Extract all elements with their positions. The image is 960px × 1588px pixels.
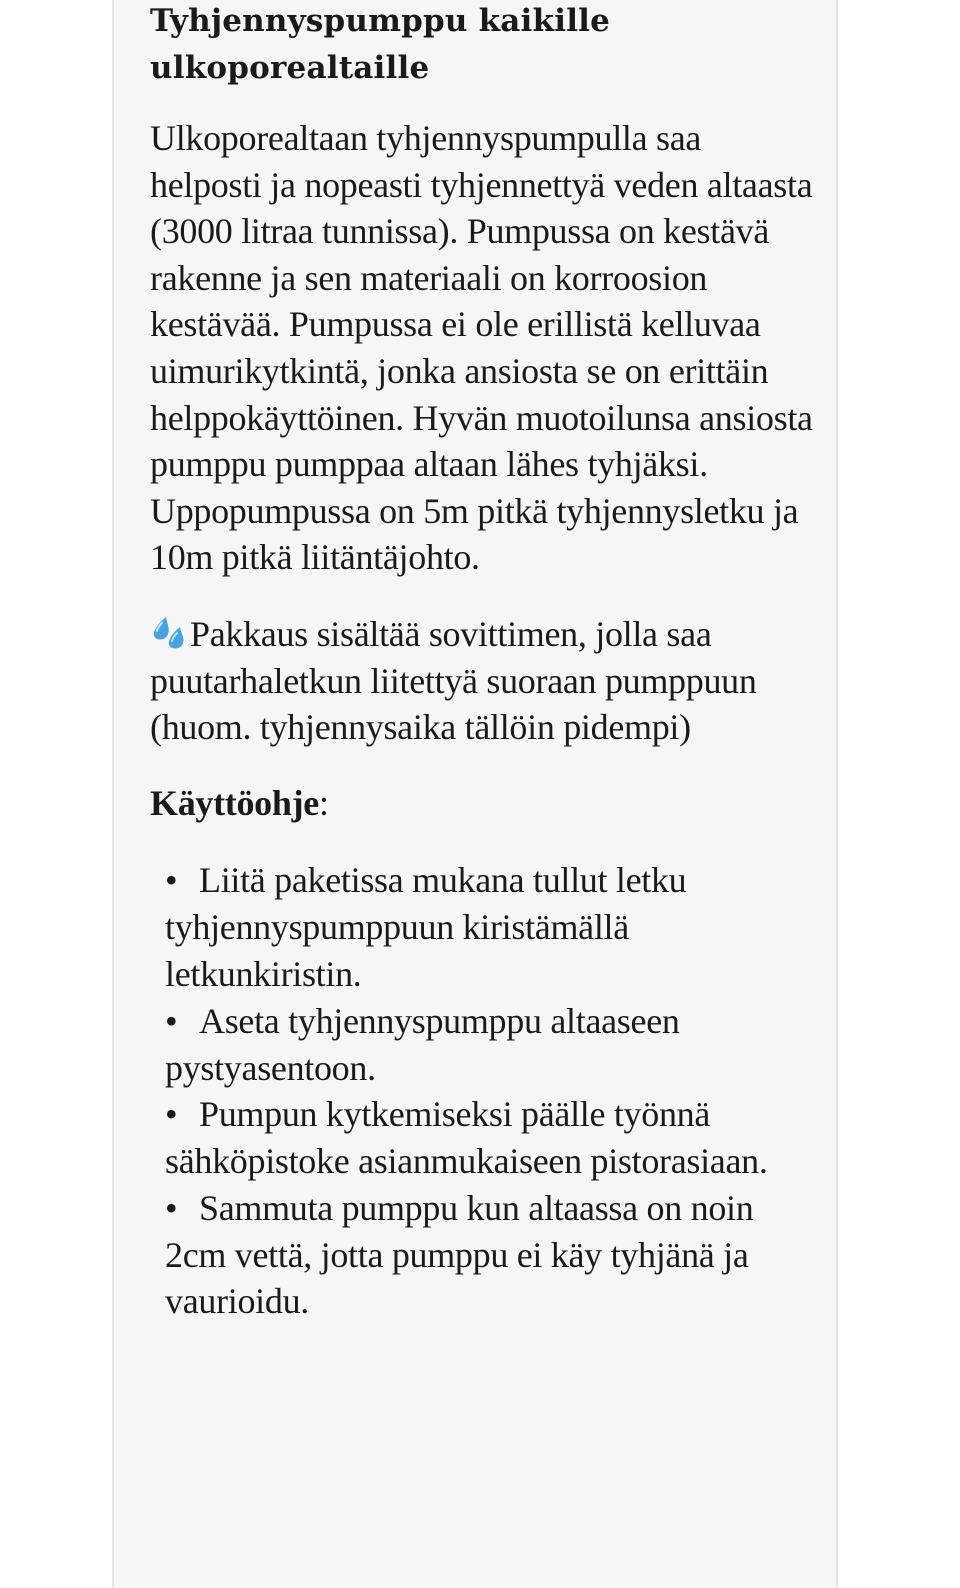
bullet: • — [165, 1094, 178, 1135]
bullet: • — [165, 1187, 178, 1228]
list-item — [165, 857, 820, 997]
usage-heading-colon: : — [318, 782, 329, 823]
step-text: Liitä paketissa mukana tullut letku tyhjennyspumppuun kiristämällä letkunkiristin. — [165, 860, 687, 994]
description-content — [150, 0, 820, 1325]
step-text: Sammuta pumppu kun altaassa on noin 2cm vettä, jotta pumppu ei käy tyhjänä ja vaurioidu. — [165, 1187, 754, 1322]
intro-paragraph: Ulkoporealtaan tyhjennyspumpulla saa helposti ja nopeasti tyhjennettyä veden altaasta (3000 litraa tunnissa). Pumpussa on kestävä rakenne ja sen materiaali on korroosion kestävää. Pumpussa ei ole erillistä kelluvaa uimurikytkintä, jonka ansiosta se on erittäin helppokäyttöinen. Hyvän muotoilunsa ansiosta pumppu pumppaa altaan lähes tyhjäksi. Uppopumpussa on 5m pitkä tyhjennysletku ja 10m pitkä liitäntäjohto. — [150, 118, 813, 578]
product-title: Tyhjennyspumppu kaikille ulkoporealtaille — [150, 3, 611, 86]
usage-heading — [150, 780, 820, 827]
list-item — [165, 1091, 820, 1185]
package-paragraph — [150, 611, 820, 751]
step-text: Pumpun kytkemiseksi päälle työnnä sähköpistoke asianmukaiseen pistorasiaan. — [165, 1094, 768, 1182]
sweat-droplets-icon — [150, 616, 190, 652]
list-item — [165, 1185, 820, 1325]
product-description-card — [112, 0, 838, 1588]
bullet: • — [165, 860, 178, 901]
package-text: Pakkaus sisältää sovittimen, jolla saa puutarhaletkun liitettyä suoraan pumppuun (huom. tyhjennysaika tällöin pidempi) — [150, 613, 757, 748]
bullet: • — [165, 1000, 178, 1041]
usage-heading-label: Käyttöohje — [150, 782, 319, 823]
list-item — [165, 998, 820, 1092]
step-text: Aseta tyhjennyspumppu altaaseen pystyasentoon. — [165, 1000, 680, 1088]
usage-steps-list — [150, 857, 820, 1325]
